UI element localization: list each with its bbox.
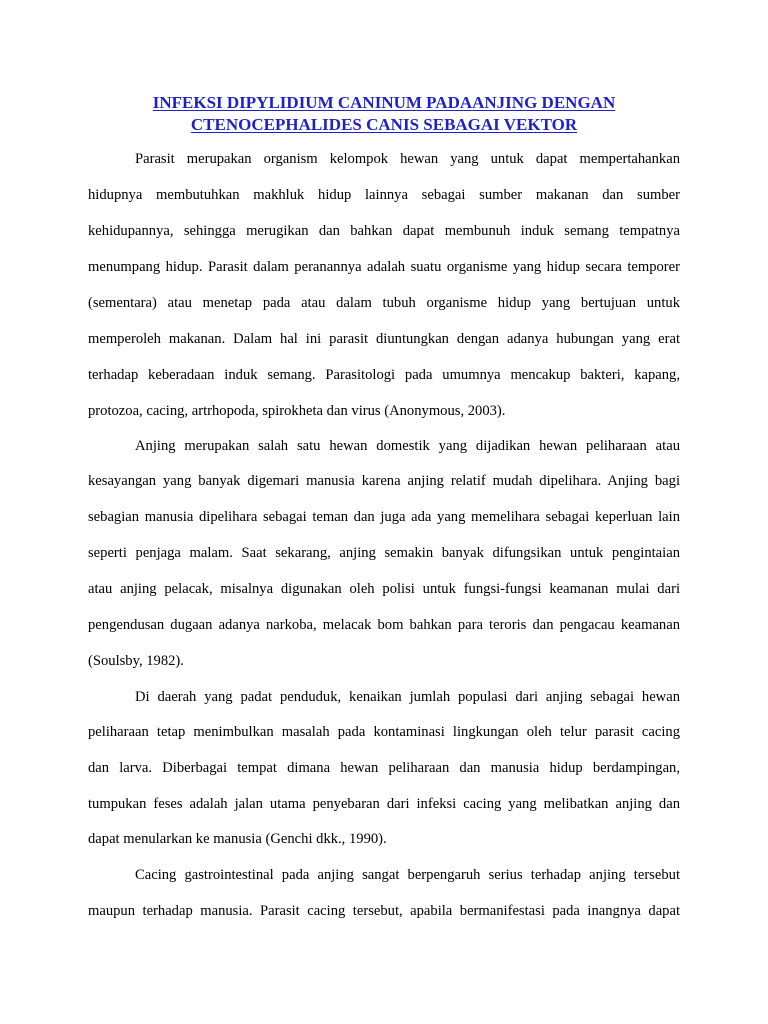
paragraph-line: dapat menularkan ke manusia (Genchi dkk., 1990). — [88, 831, 387, 847]
paragraph-line: menumpang hidup. Parasit dalam peranannya adalah suatu organisme yang hidup secara temporer — [88, 259, 680, 275]
paragraph-line: kehidupannya, sehingga merugikan dan bahkan dapat membunuh induk semang tempatnya — [88, 223, 680, 239]
paragraph-line: memperoleh makanan. Dalam hal ini parasit diuntungkan dengan adanya hubungan yang erat — [88, 331, 680, 347]
paragraph-line: Cacing gastrointestinal pada anjing sangat berpengaruh serius terhadap anjing tersebut — [135, 867, 680, 883]
paragraph-line: protozoa, cacing, artrhopoda, spirokheta dan virus (Anonymous, 2003). — [88, 403, 506, 419]
paragraph-line: hidupnya membutuhkan makhluk hidup lainnya sebagai sumber makanan dan sumber — [88, 187, 680, 203]
paragraph-line: atau anjing pelacak, misalnya digunakan oleh polisi untuk fungsi-fungsi keamanan mulai dari — [88, 581, 680, 597]
paragraph-line: dan larva. Diberbagai tempat dimana hewan peliharaan dan manusia hidup berdampingan, — [88, 760, 680, 776]
paragraph-line: sebagian manusia dipelihara sebagai teman dan juga ada yang memelihara sebagai keperluan lain — [88, 509, 680, 525]
paragraph-line: Anjing merupakan salah satu hewan domestik yang dijadikan hewan peliharaan atau — [135, 438, 680, 454]
paragraph-line: kesayangan yang banyak digemari manusia karena anjing relatif mudah dipelihara. Anjing bagi — [88, 473, 680, 489]
paragraph-line: Parasit merupakan organism kelompok hewan yang untuk dapat mempertahankan — [135, 151, 680, 167]
document-title — [88, 92, 680, 136]
title-line-1: INFEKSI DIPYLIDIUM CANINUM PADAANJING DENGAN — [152, 93, 616, 112]
paragraph-line: tumpukan feses adalah jalan utama penyebaran dari infeksi cacing yang melibatkan anjing dan — [88, 796, 680, 812]
paragraph-line: maupun terhadap manusia. Parasit cacing tersebut, apabila bermanifestasi pada inangnya dapat — [88, 903, 680, 919]
paragraph-line: pengendusan dugaan adanya narkoba, melacak bom bahkan para teroris dan pengacau keamanan — [88, 617, 680, 633]
title-line-2: CTENOCEPHALIDES CANIS SEBAGAI VEKTOR — [190, 115, 578, 134]
paragraph-line: (sementara) atau menetap pada atau dalam tubuh organisme hidup yang bertujuan untuk — [88, 295, 680, 311]
paragraph-line: Di daerah yang padat penduduk, kenaikan jumlah populasi dari anjing sebagai hewan — [135, 689, 680, 705]
paragraph-line: seperti penjaga malam. Saat sekarang, anjing semakin banyak difungsikan untuk pengintaian — [88, 545, 680, 561]
paragraph-line: peliharaan tetap menimbulkan masalah pada kontaminasi lingkungan oleh telur parasit cacing — [88, 724, 680, 740]
paragraph-line: (Soulsby, 1982). — [88, 653, 184, 669]
paragraph-line: terhadap keberadaan induk semang. Parasitologi pada umumnya mencakup bakteri, kapang, — [88, 367, 680, 383]
